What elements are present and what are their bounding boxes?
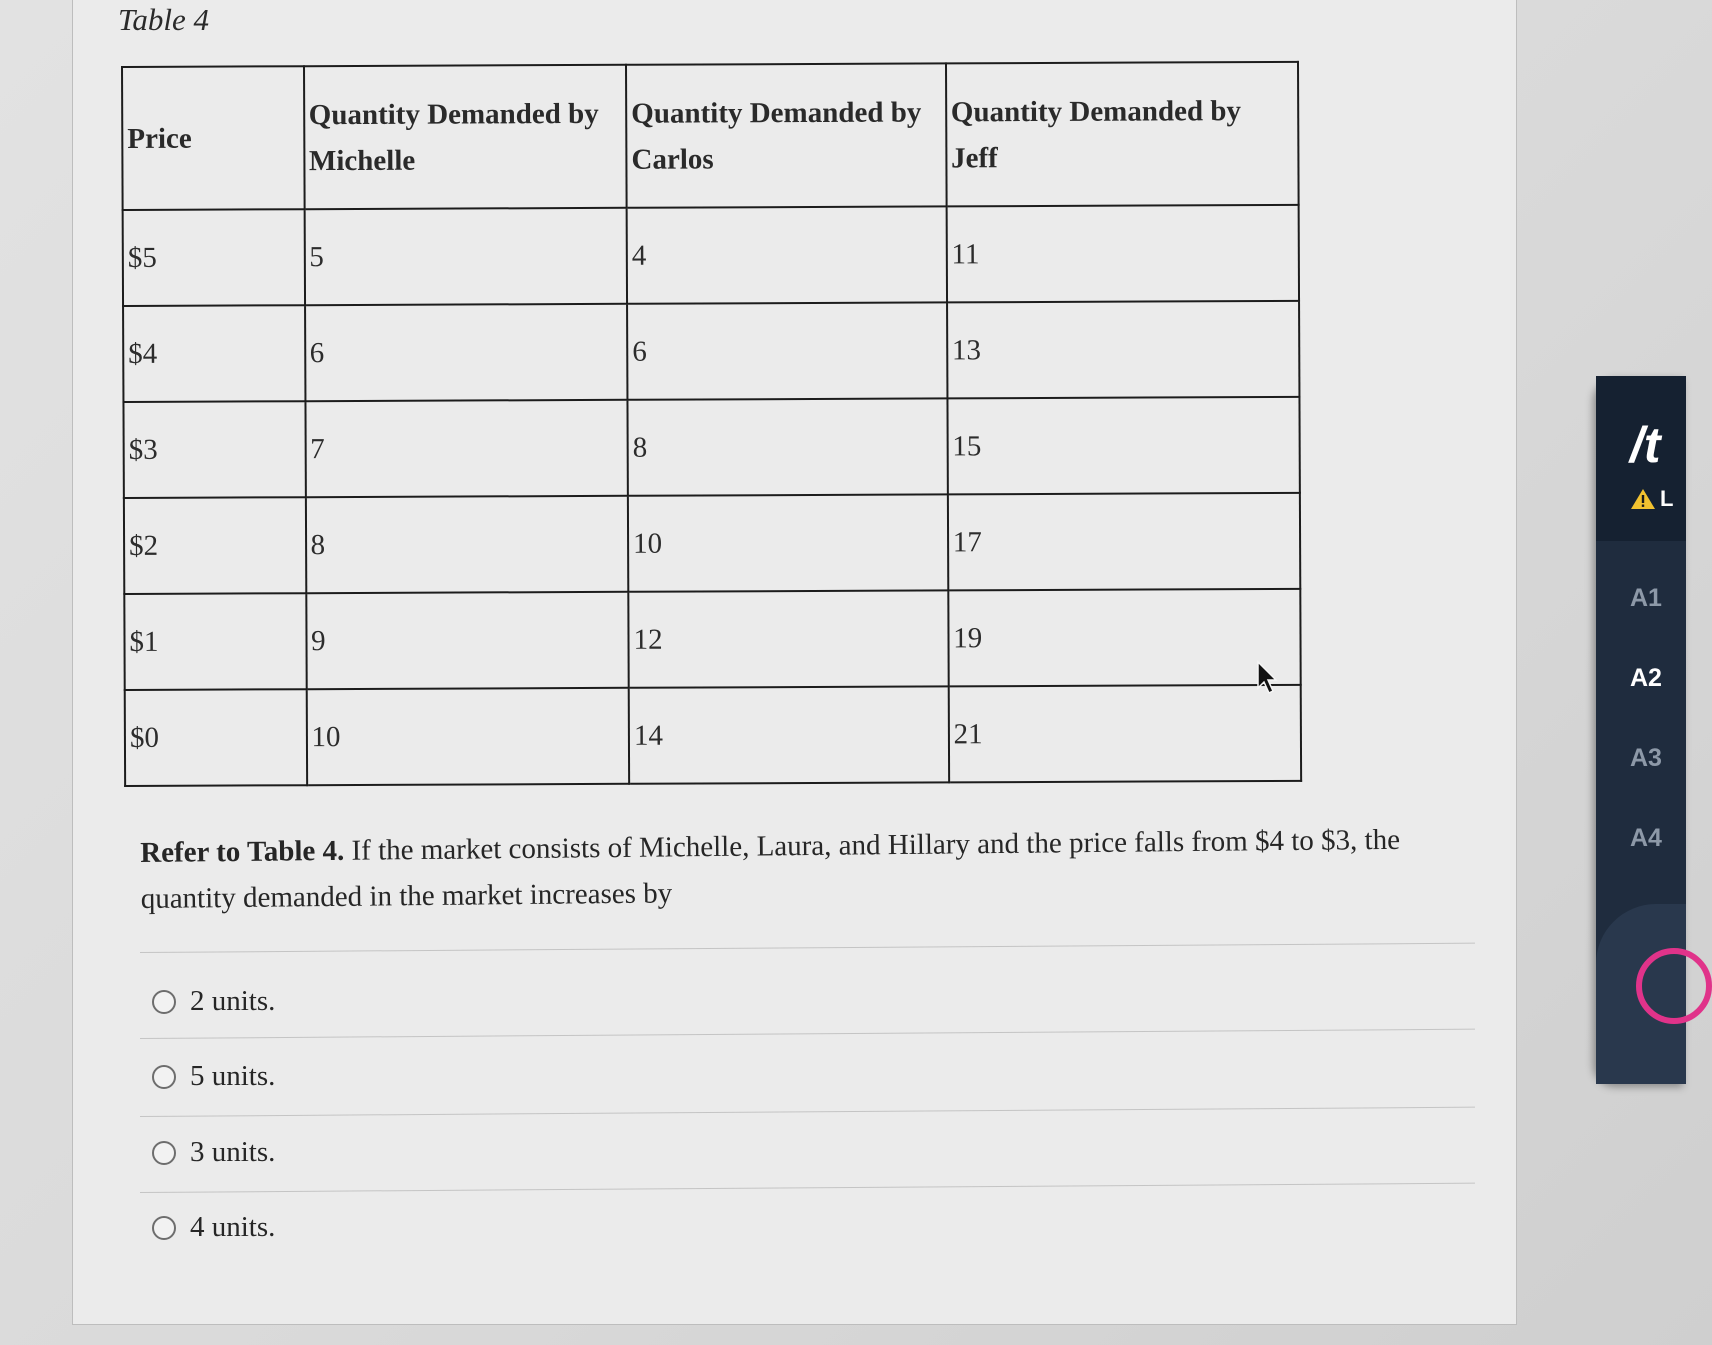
nav-item-a3[interactable]: A3 (1630, 744, 1662, 772)
radio-button[interactable] (152, 1216, 176, 1240)
table-row (123, 301, 1299, 402)
carlos-cell: 14 (629, 686, 949, 783)
table-row (123, 205, 1299, 306)
answer-option[interactable] (152, 1211, 275, 1244)
jeff-cell: 13 (947, 301, 1300, 399)
carlos-cell: 10 (628, 494, 948, 591)
jeff-cell: 19 (948, 589, 1301, 687)
answer-option[interactable] (152, 1060, 275, 1093)
jeff-cell: 17 (948, 493, 1301, 591)
nav-item-a1[interactable]: A1 (1630, 584, 1662, 612)
michelle-cell: 9 (306, 592, 629, 689)
price-cell: $4 (123, 305, 305, 402)
michelle-cell: 5 (304, 208, 627, 305)
side-panel (1596, 376, 1686, 1084)
radio-button[interactable] (152, 990, 176, 1014)
question-reference: Refer to Table 4. (140, 834, 345, 869)
option-label: 4 units. (190, 1211, 276, 1243)
header-michelle: Quantity Demanded by Michelle (304, 65, 627, 209)
table-title: Table 4 (118, 2, 210, 37)
price-cell: $5 (123, 209, 305, 306)
carlos-cell: 12 (628, 590, 948, 687)
nav-item-a2[interactable]: A2 (1630, 664, 1662, 692)
michelle-cell: 7 (305, 400, 628, 497)
answer-option[interactable] (152, 985, 275, 1018)
jeff-cell: 21 (948, 685, 1301, 783)
question-body: If the market consists of Michelle, Laura, and Hillary and the price falls from $4 to $3, the quantity demanded in the market increases by (140, 823, 1401, 915)
header-jeff: Quantity Demanded by Jeff (946, 62, 1299, 207)
option-label: 5 units. (190, 1060, 276, 1092)
table-row (123, 397, 1299, 498)
price-cell: $2 (124, 497, 306, 594)
warning-indicator[interactable] (1630, 486, 1673, 512)
michelle-cell: 8 (305, 496, 628, 593)
demand-table (121, 61, 1302, 787)
warning-icon (1630, 488, 1656, 510)
answer-option[interactable] (152, 1136, 275, 1169)
michelle-cell: 6 (305, 304, 628, 401)
price-cell: $0 (125, 689, 307, 786)
header-price: Price (122, 66, 304, 210)
table-row (124, 493, 1300, 594)
jeff-cell: 15 (947, 397, 1300, 495)
option-label: 3 units. (190, 1136, 276, 1168)
radio-button[interactable] (152, 1141, 176, 1165)
app-logo: /t (1630, 417, 1661, 473)
question-text (140, 816, 1461, 922)
carlos-cell: 4 (627, 206, 947, 303)
option-label: 2 units. (190, 985, 276, 1017)
nav-item-a4[interactable]: A4 (1630, 824, 1662, 852)
price-cell: $1 (124, 593, 306, 690)
jeff-cell: 11 (946, 205, 1299, 303)
carlos-cell: 6 (627, 302, 947, 399)
header-carlos: Quantity Demanded by Carlos (626, 63, 946, 207)
warning-label: L (1660, 486, 1674, 511)
price-cell: $3 (123, 401, 305, 498)
progress-ring-icon[interactable] (1636, 948, 1712, 1024)
carlos-cell: 8 (628, 398, 948, 495)
table-header-row (122, 62, 1299, 210)
table-row (125, 685, 1301, 786)
mouse-pointer-icon (1255, 660, 1285, 696)
table-row (124, 589, 1300, 690)
radio-button[interactable] (152, 1065, 176, 1089)
michelle-cell: 10 (306, 688, 629, 785)
